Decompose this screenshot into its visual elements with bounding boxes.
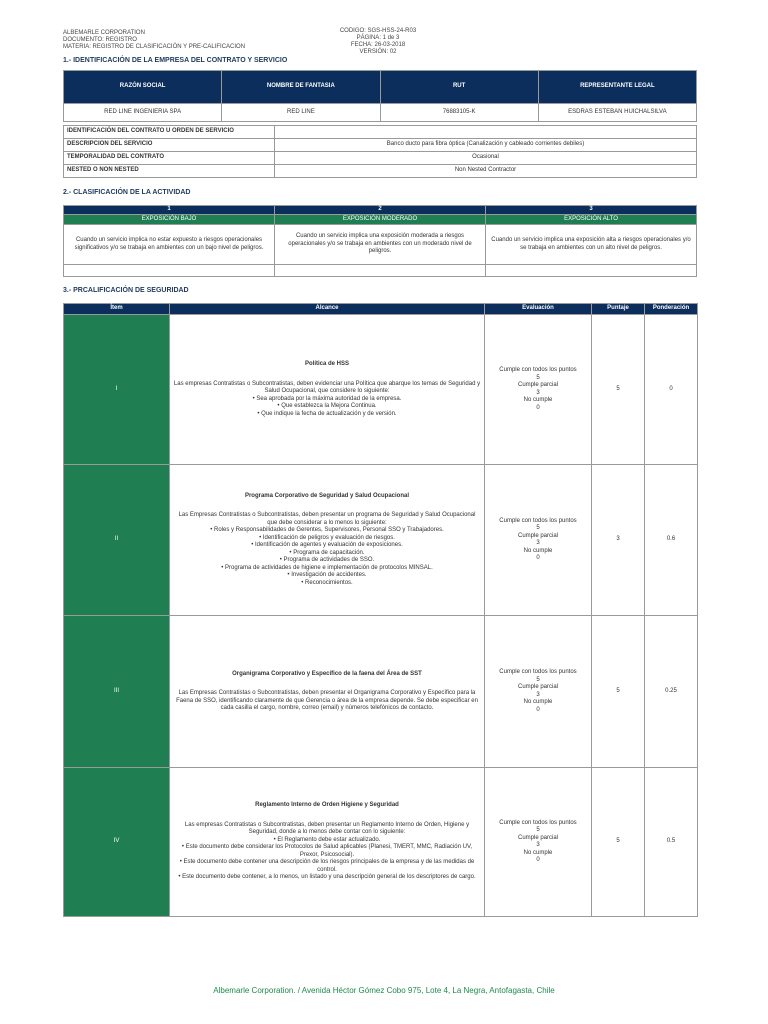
level-label-low: EXPOSICIÓN BAJO xyxy=(64,215,275,225)
item-score: 5 xyxy=(592,768,645,917)
item-score: 5 xyxy=(592,315,645,465)
table-row xyxy=(64,768,698,917)
col-razon-social: RAZÓN SOCIAL xyxy=(64,71,222,104)
nested-label: NESTED O NON NESTED xyxy=(64,165,275,178)
item-title: Organigrama Corporativo y Específico de la faena del Área de SST xyxy=(232,670,422,677)
document-code-block xyxy=(333,28,423,56)
item-description: Las Empresas Contratistas o Subcontratistas, deben presentar el Organigrama Corporativo y Específico para la Faena de SSO, identificando claramente de que Gerencia o área de la empresa depende. Se debe especificar en cada casilla el cargo, nombre, correo (email) y números telefónicos de contacto. xyxy=(176,690,478,711)
page-footer: Albemarle Corporation. / Avenida Héctor Gómez Cobo 975, Lote 4, La Negra, Antofagasta, Chile xyxy=(213,986,555,995)
company-table xyxy=(63,70,697,122)
company-name: ALBEMARLE CORPORATION xyxy=(63,30,145,36)
table-row xyxy=(64,616,698,768)
col-nombre-fantasia: NOMBRE DE FANTASIA xyxy=(222,71,380,104)
service-description-value: Banco ducto para fibra óptica (Canalización y cableado corrientes debiles) xyxy=(275,139,697,152)
table-row xyxy=(64,465,698,616)
level-empty-cell xyxy=(64,265,275,277)
col-rut: RUT xyxy=(380,71,538,104)
representante-value: ESDRAS ESTEBAN HUICHALSILVA xyxy=(538,104,696,122)
col-item: Ítem xyxy=(64,304,170,315)
item-weight: 0.6 xyxy=(645,465,698,616)
item-title: Política de HSS xyxy=(304,361,349,367)
item-weight: 0 xyxy=(645,315,698,465)
col-representante: REPRESENTANTE LEGAL xyxy=(538,71,696,104)
contract-info-table xyxy=(63,125,697,178)
level-description-low: Cuando un servicio implica no estar expuesto a riesgos operacionales significativos y/o se trabaja en ambientes con un bajo nivel de peligros. xyxy=(64,225,275,265)
item-number: IV xyxy=(64,768,170,917)
document-version: VERSIÓN: 02 xyxy=(359,49,397,55)
level-number-3: 3 xyxy=(486,206,697,215)
item-scope xyxy=(170,315,485,465)
item-scope xyxy=(170,768,485,917)
item-score: 5 xyxy=(592,616,645,768)
col-puntaje: Puntaje xyxy=(592,304,645,315)
document-subject: MATERIA: REGISTRO DE CLASIFICACIÓN Y PRE-CALIFICACION xyxy=(63,44,246,50)
safety-prequalification-table xyxy=(63,303,698,917)
section-2-title: 2.- CLASIFICACIÓN DE LA ACTIVIDAD xyxy=(63,189,191,196)
service-description-label: DESCRIPCION DEL SERVICIO xyxy=(64,139,275,152)
item-description: Las Empresas Contratistas o Subcontratistas, deben presentar un programa de Seguridad y Salud Ocupacional que debe considerar a lo menos lo siguiente: • Roles y Responsabilidades de Gerentes, Supervisores, Personal SSO y Trabajadores. • Identificación de peligros y evaluación de riesgos. • Identificación de agentes y evaluación de exposiciones. • Programa de capacitación. • Programa de actividades de SSO. • Programa de actividades de higiene e implementación de protocolos MINSAL. • Investigación de accidentes. • Reconocimientos. xyxy=(178,512,476,586)
level-label-high: EXPOSICIÓN ALTO xyxy=(486,215,697,225)
document-date: FECHA: 26-03-2018 xyxy=(350,42,406,48)
col-ponderacion: Ponderación xyxy=(645,304,698,315)
table-row xyxy=(64,315,698,465)
level-empty-cell xyxy=(486,265,697,277)
section-3-title: 3.- PRCALIFICACIÓN DE SEGURIDAD xyxy=(63,287,189,294)
level-number-2: 2 xyxy=(275,206,486,215)
col-alcance: Alcance xyxy=(170,304,485,315)
contract-temporality-label: TEMPORALIDAD DEL CONTRATO xyxy=(64,152,275,165)
item-score: 3 xyxy=(592,465,645,616)
document-type: DOCUMENTO: REGISTRO xyxy=(63,37,137,43)
item-evaluation: Cumple con todos los puntos 5 Cumple parcial 3 No cumple 0 xyxy=(485,616,592,768)
item-title: Reglamento Interno de Orden Higiene y Seguridad xyxy=(255,802,399,809)
item-weight: 0.25 xyxy=(645,616,698,768)
item-number: III xyxy=(64,616,170,768)
item-evaluation: Cumple con todos los puntos 5 Cumple parcial 3 No cumple 0 xyxy=(485,768,592,917)
contract-id-label: IDENTIFICACIÓN DEL CONTRATO U ORDEN DE SERVICIO xyxy=(64,126,275,139)
col-evaluacion: Evaluación xyxy=(485,304,592,315)
rut-value: 76883105-K xyxy=(380,104,538,122)
level-label-moderate: EXPOSICIÓN MODERADO xyxy=(275,215,486,225)
nombre-fantasia-value: RED LINE xyxy=(222,104,380,122)
document-page: PÁGINA: 1 de 3 xyxy=(356,35,400,41)
section-1-title: 1.- IDENTIFICACIÓN DE LA EMPRESA DEL CONTRATO Y SERVICIO xyxy=(63,57,288,64)
item-description: Las empresas Contratistas o Subcontratistas, deben presentar un Reglamento Interno de Orden, Higiene y Seguridad, donde a lo menos debe contar con lo siguiente: • El Reglamento debe estar actualizado. • Este documento debe considerar los Protocolos de Salud aplicables (Planesi, TMERT, MMC, Radiación UV, Prexor, Psicosocial). • Este documento debe contener una descripción de los riesgos principales de la empresa y de las medidas de control. • Este documento debe contener, a lo menos, un listado y una descripción general de los descriptores de cargo. xyxy=(178,821,476,881)
razon-social-value: RED LINE INGENIERIA SPA xyxy=(64,104,222,122)
nested-value: Non Nested Contractor xyxy=(275,165,697,178)
item-number: II xyxy=(64,465,170,616)
item-evaluation: Cumple con todos los puntos 5 Cumple parcial 3 No cumple 0 xyxy=(485,465,592,616)
level-number-1: 1 xyxy=(64,206,275,215)
contract-id-value xyxy=(275,126,697,139)
item-number: I xyxy=(64,315,170,465)
activity-classification-table xyxy=(63,205,697,277)
level-description-high: Cuando un servicio implica una exposición alta a riesgos operacionales y/o se trabaja en ambientes con un alto nivel de peligros. xyxy=(486,225,697,265)
level-description-moderate: Cuando un servicio implica una exposición moderada a riesgos operacionales y/o se trabaja en ambientes con un moderado nivel de peligros. xyxy=(275,225,486,265)
item-scope xyxy=(170,465,485,616)
item-title: Programa Corporativo de Seguridad y Salud Ocupacional xyxy=(244,492,410,499)
item-scope xyxy=(170,616,485,768)
item-weight: 0.5 xyxy=(645,768,698,917)
document-header xyxy=(63,30,245,51)
document-code: CODIGO: SGS-HSS-24-R03 xyxy=(339,28,417,34)
level-empty-cell xyxy=(275,265,486,277)
contract-temporality-value: Ocasional xyxy=(275,152,697,165)
item-evaluation: Cumple con todos los puntos 5 Cumple parcial 3 No cumple 0 xyxy=(485,315,592,465)
item-description: Las empresas Contratistas o Subcontratistas, deben evidenciar una Política que abarque los temas de Seguridad y Salud Ocupacional, que considere lo siguiente: • Sea aprobada por la máxima autoridad de la empresa. • Que establezca la Mejora Continua. • Que indique la fecha de actualización y de versión. xyxy=(173,380,481,417)
